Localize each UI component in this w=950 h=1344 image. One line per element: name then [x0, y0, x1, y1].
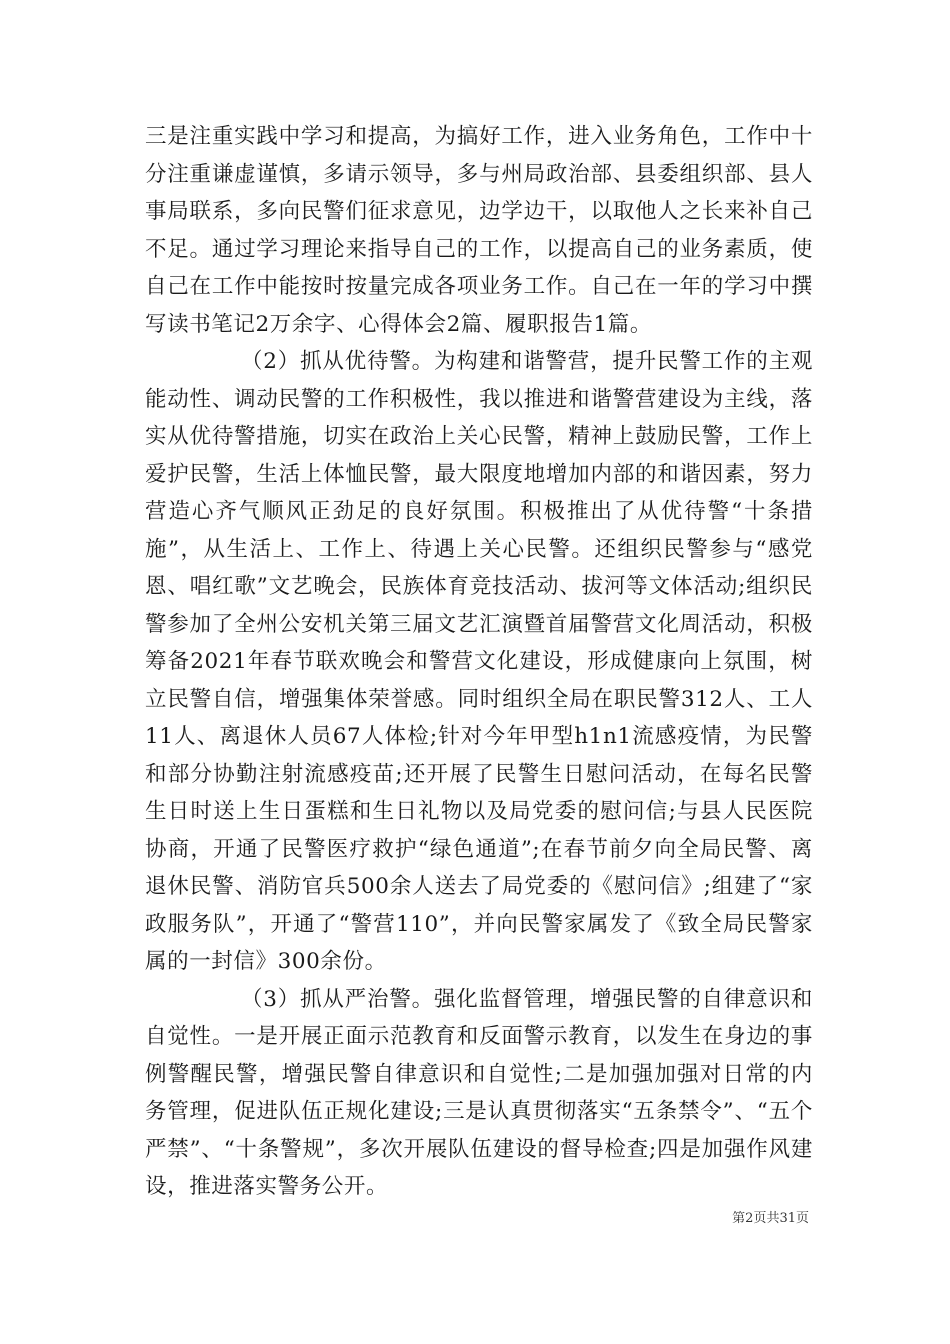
paragraph-strict-governance: （3）抓从严治警。强化监督管理，增强民警的自律意识和自觉性。一是开展正面示范教育和反面警示教育，以发生在身边的事例警醒民警，增强民警自律意识和自觉性;二是加强加强对日常的内务管理，促进队伍正规化建设;三是认真贯彻落实“五条禁令”、“五个严禁”、“十条警规”，多次开展队伍建设的督导检查;四是加强作风建设，推进落实警务公开。 [145, 986, 813, 1199]
page-number: 第2页共31页 [732, 1211, 809, 1226]
document-body [145, 118, 813, 1206]
paragraph-preferential-treatment: （2）抓从优待警。为构建和谐警营，提升民警工作的主观能动性、调动民警的工作积极性，我以推进和谐警营建设为主线，落实从优待警措施，切实在政治上关心民警，精神上鼓励民警，工作上爱护民警，生活上体恤民警，最大限度地增加内部的和谐因素，努力营造心齐气顺风正劲足的良好氛围。积极推出了从优待警“十条措施”，从生活上、工作上、待遇上关心民警。还组织民警参与“感党恩、唱红歌”文艺晚会，民族体育竞技活动、拔河等文体活动;组织民警参加了全州公安机关第三届文艺汇演暨首届警营文化周活动，积极筹备2021年春节联欢晚会和警营文化建设，形成健康向上氛围，树立民警自信，增强集体荣誉感。同时组织全局在职民警312人、工人11人、离退休人员67人体检;针对今年甲型h1n1流感疫情，为民警和部分协勤注射流感疫苗;还开展了民警生日慰问活动，在每名民警生日时送上生日蛋糕和生日礼物以及局党委的慰问信;与县人民医院协商，开通了民警医疗救护“绿色通道”;在春节前夕向全局民警、离退休民警、消防官兵500余人送去了局党委的《慰问信》;组建了“家政服务队”，开通了“警营110”，并向民警家属发了《致全局民警家属的一封信》300余份。 [145, 349, 813, 974]
paragraph-study-practice: 三是注重实践中学习和提高，为搞好工作，进入业务角色，工作中十分注重谦虚谨慎，多请示领导，多与州局政治部、县委组织部、县人事局联系，多向民警们征求意见，边学边干，以取他人之长来补自己不足。通过学习理论来指导自己的工作，以提高自己的业务素质，使自己在工作中能按时按量完成各项业务工作。自己在一年的学习中撰写读书笔记2万余字、心得体会2篇、履职报告1篇。 [145, 124, 813, 337]
